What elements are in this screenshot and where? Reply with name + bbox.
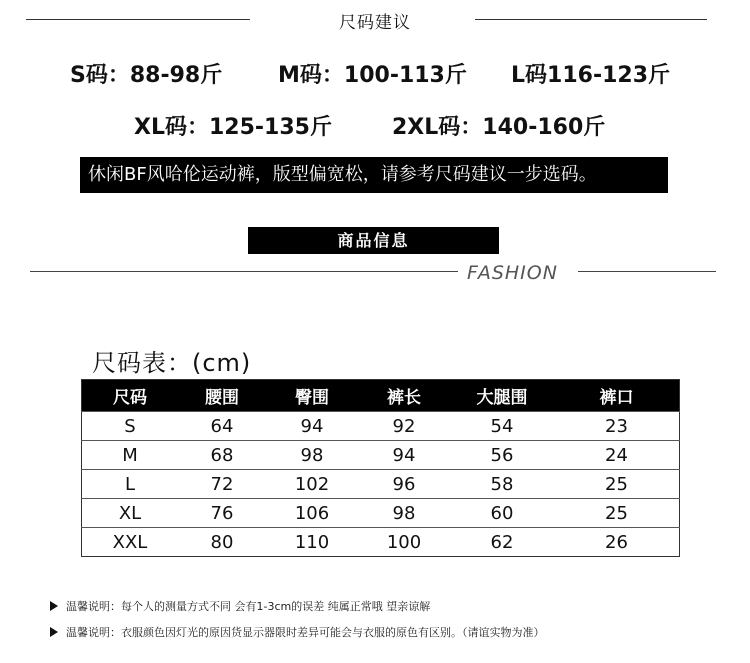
cell-size: XL	[82, 499, 179, 528]
cell-hem: 24	[554, 441, 680, 470]
cell-hip: 110	[266, 528, 358, 557]
table-row	[82, 412, 680, 441]
cell-hem: 23	[554, 412, 680, 441]
size-suggestion-s: S码：88-98斤	[70, 63, 223, 88]
cell-thigh: 54	[450, 412, 554, 441]
fashion-label: FASHION	[467, 262, 558, 284]
size-table-title: 尺码表：(cm)	[92, 349, 252, 377]
triangle-bullet-icon	[50, 601, 58, 611]
table-row	[82, 470, 680, 499]
header-divider-right	[475, 19, 707, 20]
cell-size: S	[82, 412, 179, 441]
triangle-bullet-icon	[50, 627, 58, 637]
table-row	[82, 528, 680, 557]
cell-hip: 106	[266, 499, 358, 528]
product-info-heading: 商品信息	[248, 227, 499, 254]
cell-hip: 102	[266, 470, 358, 499]
cell-hip: 94	[266, 412, 358, 441]
header-hip: 臀围	[266, 380, 358, 412]
cell-waist: 68	[178, 441, 266, 470]
cell-hip: 98	[266, 441, 358, 470]
cell-thigh: 56	[450, 441, 554, 470]
note-color-text: 温馨说明：衣服颜色因灯光的原因货显示器限时差异可能会与衣服的原色有区别。（请谊实物为准）	[66, 626, 545, 639]
cell-thigh: 60	[450, 499, 554, 528]
cell-waist: 64	[178, 412, 266, 441]
header-thigh: 大腿围	[450, 380, 554, 412]
cell-hem: 25	[554, 470, 680, 499]
cell-hem: 26	[554, 528, 680, 557]
cell-length: 92	[358, 412, 450, 441]
size-suggestion-m: M码：100-113斤	[278, 63, 467, 88]
cell-length: 100	[358, 528, 450, 557]
cell-size: L	[82, 470, 179, 499]
cell-length: 98	[358, 499, 450, 528]
table-row	[82, 441, 680, 470]
fit-notice-banner: 休闲BF风哈伦运动裤，版型偏宽松，请参考尺码建议一步选码。	[80, 157, 668, 193]
header-size: 尺码	[82, 380, 179, 412]
note-measurement-text: 温馨说明：每个人的测量方式不同 会有1-3cm的误差 纯属正常哦 望亲谅解	[66, 600, 431, 613]
header-waist: 腰围	[178, 380, 266, 412]
cell-length: 96	[358, 470, 450, 499]
fashion-divider-left	[30, 271, 458, 272]
note-measurement	[50, 598, 430, 614]
size-table-header-row	[82, 380, 680, 412]
note-color	[50, 624, 545, 640]
header-length: 裤长	[358, 380, 450, 412]
cell-waist: 72	[178, 470, 266, 499]
fashion-divider-right	[578, 271, 716, 272]
cell-size: M	[82, 441, 179, 470]
cell-length: 94	[358, 441, 450, 470]
size-table	[81, 379, 680, 557]
cell-waist: 80	[178, 528, 266, 557]
cell-thigh: 62	[450, 528, 554, 557]
size-suggestion-title: 尺码建议	[339, 13, 411, 33]
table-row	[82, 499, 680, 528]
cell-hem: 25	[554, 499, 680, 528]
cell-size: XXL	[82, 528, 179, 557]
cell-waist: 76	[178, 499, 266, 528]
cell-thigh: 58	[450, 470, 554, 499]
size-suggestion-l: L码116-123斤	[511, 63, 670, 88]
size-suggestion-2xl: 2XL码：140-160斤	[392, 115, 606, 140]
header-hem: 裤口	[554, 380, 680, 412]
size-suggestion-xl: XL码：125-135斤	[134, 115, 332, 140]
